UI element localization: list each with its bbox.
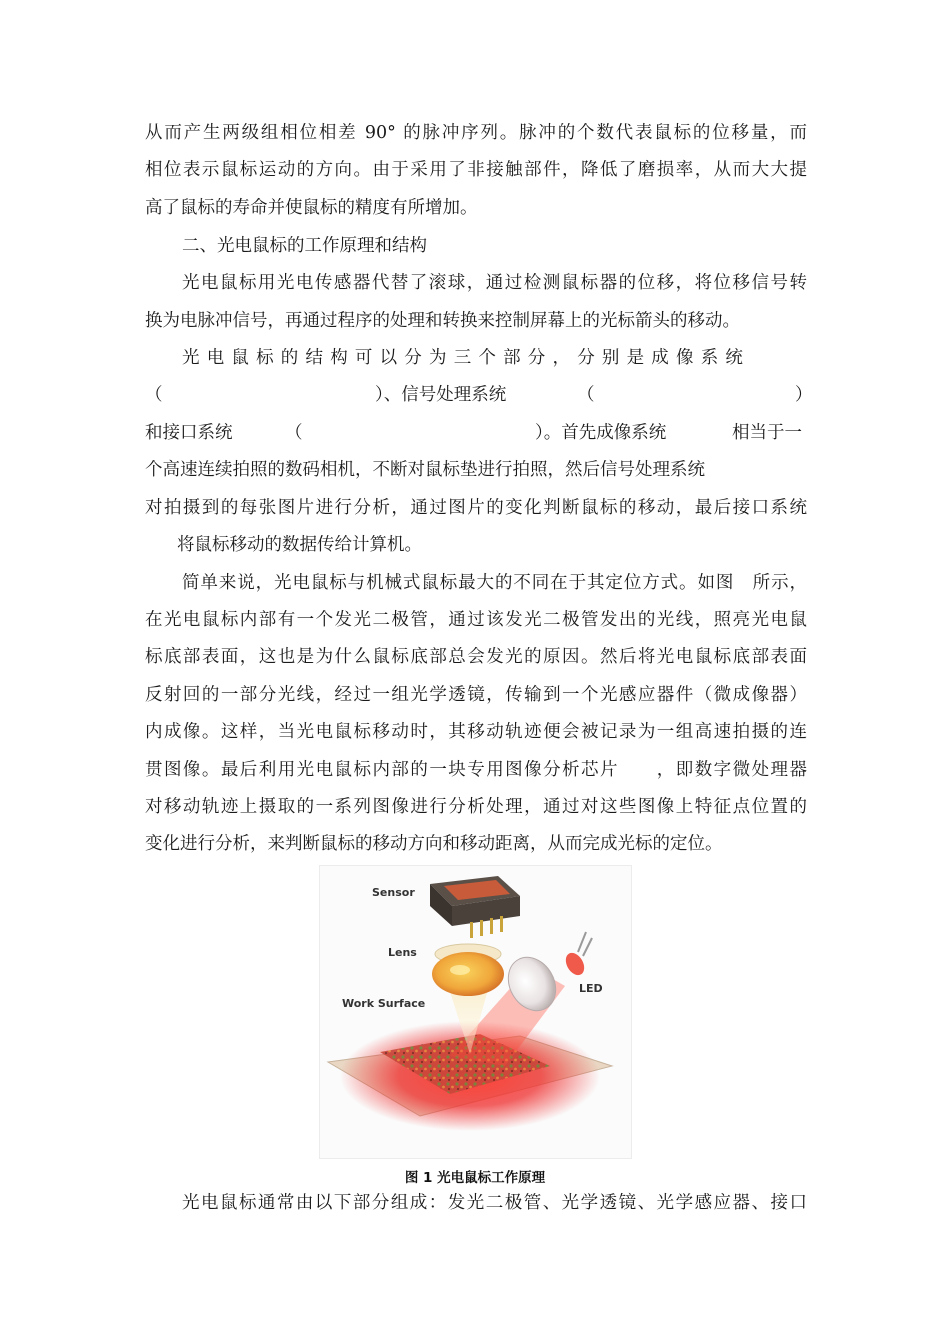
text-line: 贯图像。最后利用光电鼠标内部的一块专用图像分析芯片 ，即数字微处理器	[145, 760, 807, 780]
text-line: 高了鼠标的寿命并使鼠标的精度有所增加。	[145, 198, 478, 218]
text-line	[145, 421, 807, 445]
optical-mouse-illustration	[320, 866, 631, 1158]
figure-caption: 图 1 光电鼠标工作原理	[404, 1170, 546, 1186]
work-surface-label: Work Surface	[342, 997, 426, 1010]
text-line: 对拍摄到的每张图片进行分析，通过图片的变化判断鼠标的移动，最后接口系统	[145, 498, 807, 518]
text-line: 光电鼠标的结构可以分为三个部分，分别是成像系统	[182, 348, 751, 368]
bracket-open: （	[145, 385, 163, 405]
sensor-label: Sensor	[372, 886, 415, 899]
text-line: 反射回的一部分光线，经过一组光学透镜，传输到一个光感应器件（微成像器）	[145, 685, 807, 705]
text-line	[145, 383, 813, 407]
signal-processing-label: ）、信号处理系统	[375, 385, 507, 405]
bracket-open: （	[577, 385, 595, 405]
text-line: 简单来说，光电鼠标与机械式鼠标最大的不同在于其定位方式。如图 所示，	[182, 573, 807, 593]
text-line: 对移动轨迹上摄取的一系列图像进行分析处理，通过对这些图像上特征点位置的	[145, 797, 807, 817]
text-line: 在光电鼠标内部有一个发光二极管，通过该发光二极管发出的光线，照亮光电鼠	[145, 610, 807, 630]
text-line: 换为电脉冲信号，再通过程序的处理和转换来控制屏幕上的光标箭头的移动。	[145, 311, 740, 331]
text-line: 内成像。这样，当光电鼠标移动时，其移动轨迹便会被记录为一组高速拍摄的连	[145, 722, 807, 742]
section-heading: 二、光电鼠标的工作原理和结构	[182, 236, 427, 256]
bracket-close: ）	[795, 385, 813, 405]
lens-label: Lens	[388, 946, 417, 959]
text-line: 标底部表面，这也是为什么鼠标底部总会发光的原因。然后将光电鼠标底部表面	[145, 647, 807, 667]
optical-mouse-figure	[319, 865, 632, 1159]
text-line: 光电鼠标通常由以下部分组成：发光二极管、光学透镜、光学感应器、接口	[182, 1193, 807, 1213]
text-line: 光电鼠标用光电传感器代替了滚球，通过检测鼠标器的位移，将位移信号转	[182, 273, 807, 293]
imaging-first-label: ）。首先成像系统	[535, 423, 667, 443]
text-line: 从而产生两级组相位相差 90° 的脉冲序列。脉冲的个数代表鼠标的位移量，而	[145, 123, 807, 143]
bracket-open: （	[285, 423, 303, 443]
led-label: LED	[579, 982, 603, 995]
text-fragment: 相当于一	[732, 423, 802, 443]
lens	[432, 944, 504, 996]
text-line: 个高速连续拍照的数码相机，不断对鼠标垫进行拍照，然后信号处理系统	[145, 460, 705, 480]
sensor-chip	[430, 876, 520, 938]
text-line: 变化进行分析，来判断鼠标的移动方向和移动距离，从而完成光标的定位。	[145, 834, 723, 854]
text-line: 相位表示鼠标运动的方向。由于采用了非接触部件，降低了磨损率，从而大大提	[145, 160, 807, 180]
text-line: 将鼠标移动的数据传给计算机。	[177, 535, 422, 555]
interface-label: 和接口系统	[145, 423, 233, 443]
